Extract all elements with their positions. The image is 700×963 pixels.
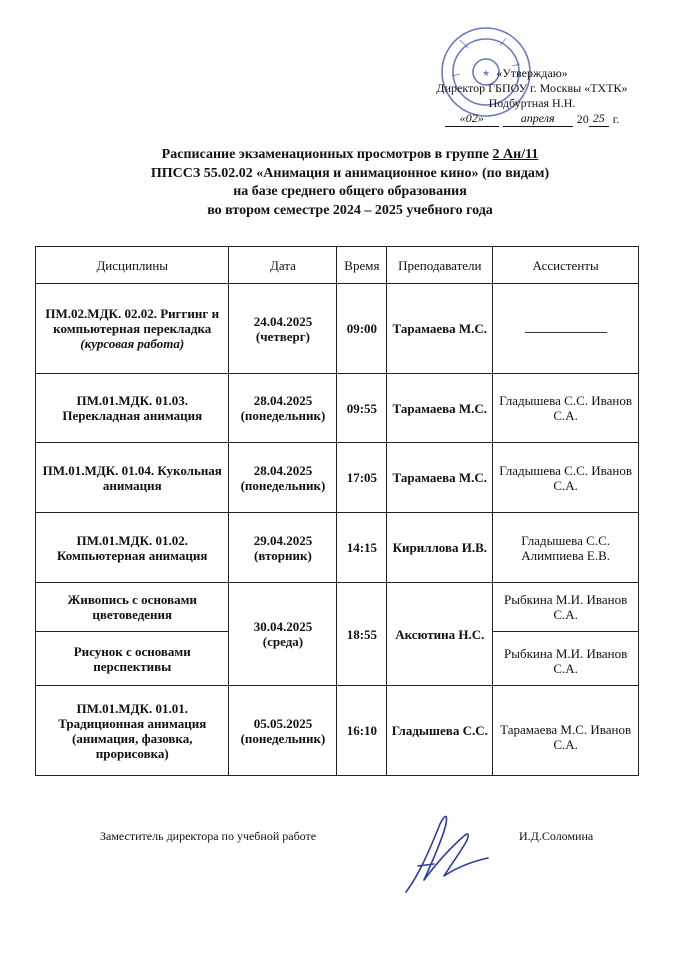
- discipline-cell: ПМ.01.МДК. 01.01. Традиционная анимация (анимация, фазовка, прорисовка): [36, 686, 229, 776]
- table-row: [36, 513, 639, 583]
- exam-date: 28.04.2025: [253, 393, 313, 408]
- title-line1: Расписание экзаменационных просмотров в группе: [161, 147, 493, 162]
- document-title: [60, 146, 640, 220]
- discipline-note: (курсовая работа): [80, 336, 185, 351]
- time-cell: 18:55: [337, 583, 387, 686]
- time-cell: 16:10: [337, 686, 387, 776]
- table-row: [36, 284, 639, 374]
- signature: [378, 806, 496, 898]
- header-date: Дата: [229, 247, 337, 284]
- footer-position: Заместитель директора по учебной работе: [100, 829, 317, 843]
- approval-block: [420, 66, 644, 127]
- empty-dash: [525, 332, 607, 333]
- assistants-cell: Тарамаева М.С. Иванов С.А.: [493, 686, 639, 776]
- assistants-cell: Гладышева С.С. Алимпиева Е.В.: [493, 513, 639, 583]
- assistants-cell: Рыбкина М.И. Иванов С.А.: [493, 632, 639, 686]
- table-header-row: [36, 247, 639, 284]
- approval-day: «02»: [445, 112, 499, 127]
- exam-weekday: (понедельник): [240, 408, 326, 423]
- approval-date: [420, 112, 644, 127]
- title-line4: во втором семестре 2024 – 2025 учебного года: [207, 202, 493, 218]
- teacher-cell: Гладышева С.С.: [387, 686, 493, 776]
- time-cell: 17:05: [337, 443, 387, 513]
- header-teachers: Преподаватели: [387, 247, 493, 284]
- table-row: [36, 443, 639, 513]
- teacher-cell: Тарамаева М.С.: [387, 374, 493, 443]
- approval-year-suffix: 25: [589, 112, 609, 127]
- teacher-cell: Кириллова И.В.: [387, 513, 493, 583]
- approval-year-prefix: 20: [576, 112, 589, 126]
- exam-weekday: (четверг): [255, 328, 310, 344]
- header-disciplines: Дисциплины: [36, 247, 229, 284]
- exam-date: 24.04.2025: [253, 313, 313, 329]
- exam-weekday: (вторник): [254, 547, 312, 563]
- discipline-cell: ПМ.01.МДК. 01.04. Кукольная анимация: [36, 443, 229, 513]
- table-row: [36, 374, 639, 443]
- date-cell: [229, 583, 337, 686]
- time-cell: 09:00: [337, 284, 387, 374]
- exam-weekday: (понедельник): [240, 730, 326, 746]
- title-line2: ППССЗ 55.02.02 «Анимация и анимационное кино» (по видам): [150, 165, 550, 181]
- teacher-cell: Тарамаева М.С.: [387, 443, 493, 513]
- table-row: [36, 583, 639, 632]
- assistants-cell: Рыбкина М.И. Иванов С.А.: [493, 583, 639, 632]
- discipline-cell: ПМ.01.МДК. 01.02. Компьютерная анимация: [36, 513, 229, 583]
- discipline-cell: ПМ.01.МДК. 01.03. Перекладная анимация: [36, 374, 229, 443]
- footer-name: И.Д.Соломина: [519, 829, 594, 843]
- exam-date: 28.04.2025: [253, 462, 313, 478]
- approval-year-end: г.: [612, 112, 620, 126]
- discipline-cell: Рисунок с основами перспективы: [36, 632, 229, 686]
- discipline-cell: Живопись с основами цветоведения: [36, 583, 229, 632]
- date-cell: [229, 284, 337, 374]
- time-cell: 09:55: [337, 374, 387, 443]
- svg-text:★: ★: [481, 69, 491, 79]
- time-cell: 14:15: [337, 513, 387, 583]
- teacher-cell: Тарамаева М.С.: [387, 284, 493, 374]
- date-cell: [229, 443, 337, 513]
- schedule-table: [35, 246, 639, 776]
- date-cell: [229, 686, 337, 776]
- exam-weekday: (понедельник): [240, 477, 326, 493]
- approval-day-value: 02: [465, 111, 478, 125]
- exam-date: 29.04.2025: [253, 532, 313, 548]
- header-time: Время: [337, 247, 387, 284]
- teacher-cell: Аксютина Н.С.: [387, 583, 493, 686]
- approval-month: апреля: [503, 112, 573, 127]
- group-code: 2 Ан/11: [492, 147, 539, 162]
- assistants-cell: Гладышева С.С. Иванов С.А.: [493, 374, 639, 443]
- exam-date: 30.04.2025: [253, 619, 313, 634]
- discipline-cell: [36, 284, 229, 374]
- table-row: [36, 686, 639, 776]
- approve-word: «Утверждаю»: [496, 66, 568, 80]
- header-assistants: Ассистенты: [493, 247, 639, 284]
- assistants-cell: Гладышева С.С. Иванов С.А.: [493, 443, 639, 513]
- director-name: Подбуртная Н.Н.: [488, 96, 576, 110]
- date-cell: [229, 513, 337, 583]
- director-position: Директор ГБПОУ г. Москвы «ТХТК»: [436, 81, 628, 95]
- discipline-name: ПМ.02.МДК. 02.02. Риггинг и компьютерная перекладка: [45, 306, 220, 336]
- exam-date: 05.05.2025: [253, 715, 313, 731]
- assistants-cell: [493, 284, 639, 374]
- date-cell: [229, 374, 337, 443]
- exam-weekday: (среда): [262, 634, 304, 649]
- title-line3: на базе среднего общего образования: [233, 184, 467, 199]
